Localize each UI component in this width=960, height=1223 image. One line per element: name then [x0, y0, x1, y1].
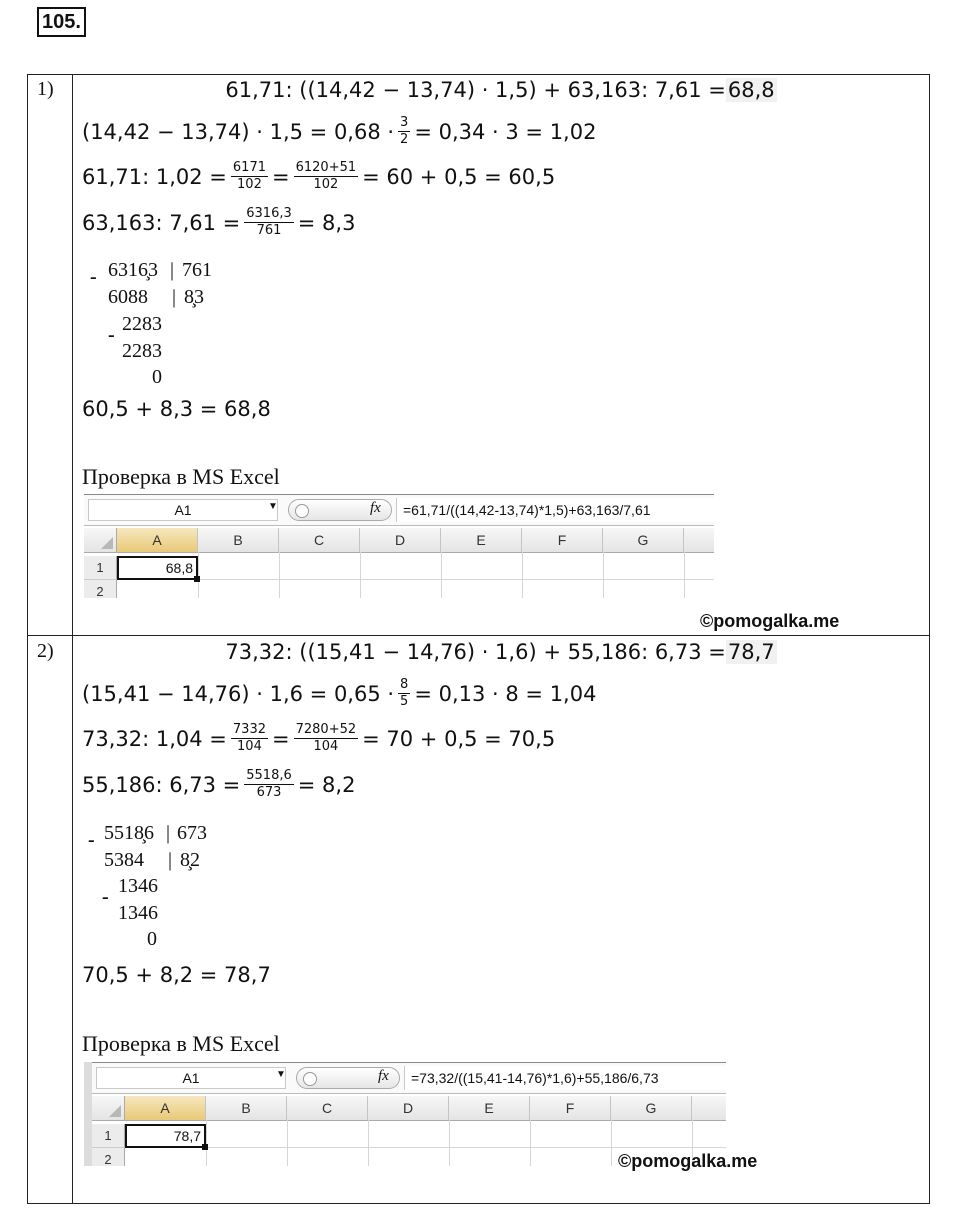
part-1-main-equation	[72, 78, 930, 102]
fraction-denominator: 104	[237, 739, 262, 754]
division-quotient: 8̧2	[180, 849, 200, 871]
formula-bar	[92, 1062, 726, 1094]
step-text: = 60 + 0,5 = 60,5	[362, 164, 556, 189]
grid-line	[611, 1120, 612, 1166]
sum-text: 70,5 + 8,2 = 78,7	[82, 963, 271, 987]
part-2-main-equation	[72, 640, 930, 664]
division-dividend: 6316̧3	[108, 259, 158, 281]
row-header-1[interactable]: 1	[92, 1124, 125, 1148]
step-text: = 8,3	[297, 210, 356, 235]
row-grid	[125, 1124, 726, 1148]
step-text: =	[272, 164, 290, 189]
part-2-index: 2)	[37, 640, 54, 662]
excel-check-label: Проверка в MS Excel	[82, 1031, 280, 1056]
column-header-a[interactable]: A	[125, 1096, 206, 1120]
minus-sign: -	[108, 324, 115, 346]
fraction	[294, 161, 359, 192]
select-all-corner[interactable]	[92, 1096, 125, 1120]
sum-text: 60,5 + 8,3 = 68,8	[82, 397, 271, 421]
chevron-down-icon[interactable]: ▼	[268, 501, 278, 512]
task-number: 105.	[37, 7, 86, 37]
part-1-step-3	[82, 207, 355, 238]
division-divisor: 761	[182, 259, 212, 281]
part-1-sum	[82, 397, 271, 421]
fraction-denominator: 102	[313, 177, 339, 192]
step-text: 61,71: 1,02 =	[82, 164, 227, 189]
fx-icon[interactable]: fx	[378, 1068, 389, 1084]
row-header-2[interactable]: 2	[84, 580, 117, 598]
column-header-c[interactable]: C	[287, 1096, 368, 1120]
part-1-step-2	[82, 161, 555, 192]
step-text: =	[272, 726, 290, 751]
column-header-a[interactable]: A	[117, 528, 198, 552]
main-equation-result: 68,8	[727, 78, 775, 102]
fraction-numerator: 3	[400, 115, 409, 130]
main-equation-lhs: 73,32: ((15,41 − 14,76) · 1,6) + 55,186: 6,73 =	[225, 640, 726, 664]
division-divisor: 673	[177, 822, 207, 844]
division-subtrahend: 2283	[122, 340, 162, 362]
division-bar: |	[168, 849, 173, 871]
fraction-numerator: 5518,6	[246, 768, 292, 783]
division-bar: |	[170, 259, 175, 281]
table-column-divider	[72, 74, 73, 1204]
column-header-c[interactable]: C	[279, 528, 360, 552]
minus-sign: -	[88, 829, 95, 851]
minus-sign: -	[102, 886, 109, 908]
division-quotient: 8̧3	[184, 286, 204, 308]
chevron-down-icon[interactable]: ▼	[276, 1069, 286, 1080]
fraction	[398, 678, 410, 709]
fraction	[398, 116, 410, 147]
fraction-denominator: 2	[400, 132, 409, 147]
fraction-denominator: 5	[400, 694, 409, 709]
grid-line	[287, 1120, 288, 1166]
cell-a1[interactable]: 78,7	[125, 1124, 206, 1148]
fraction	[294, 723, 359, 754]
part-1-step-1	[82, 116, 596, 147]
part-2-sum	[82, 963, 271, 987]
division-bar: |	[166, 822, 171, 844]
column-header-g[interactable]: G	[603, 528, 684, 552]
minus-sign: -	[90, 266, 97, 288]
name-box[interactable]: A1	[96, 1067, 286, 1089]
step-text: = 8,2	[297, 772, 356, 797]
step-text: (14,42 − 13,74) · 1,5 = 0,68 ·	[82, 119, 395, 144]
watermark: ©pomogalka.me	[700, 611, 840, 631]
fraction	[231, 161, 268, 192]
column-header-d[interactable]: D	[368, 1096, 449, 1120]
table-row-divider	[27, 635, 930, 636]
fraction-denominator: 673	[256, 785, 282, 800]
fraction-denominator: 761	[256, 223, 282, 238]
column-header-f[interactable]: F	[530, 1096, 611, 1120]
division-remainder: 2283	[122, 313, 162, 335]
step-text: = 70 + 0,5 = 70,5	[362, 726, 556, 751]
fx-icon[interactable]: fx	[370, 500, 381, 516]
part-2-step-2	[82, 723, 555, 754]
excel-screenshot	[84, 494, 714, 598]
division-dividend: 5518̧6	[104, 822, 154, 844]
main-equation-result: 78,7	[727, 640, 775, 664]
grid-line	[530, 1120, 531, 1166]
main-equation-lhs: 61,71: ((14,42 − 13,74) · 1,5) + 63,163: 7,61 =	[225, 78, 726, 102]
column-header-d[interactable]: D	[360, 528, 441, 552]
watermark: ©pomogalka.me	[618, 1151, 758, 1171]
select-all-corner[interactable]	[84, 528, 117, 552]
grid-line	[360, 552, 361, 598]
grid-line	[684, 552, 685, 598]
part-2-step-3	[82, 769, 355, 800]
division-subtrahend: 5384	[104, 849, 144, 871]
fraction-numerator: 6171	[232, 160, 266, 175]
excel-check-label: Проверка в MS Excel	[82, 464, 280, 489]
formula-input[interactable]: =73,32/((15,41-14,76)*1,6)+55,186/6,73	[404, 1066, 726, 1090]
grid-line	[603, 552, 604, 598]
fraction-numerator: 7332	[232, 722, 266, 737]
step-text: = 0,13 · 8 = 1,04	[414, 681, 597, 706]
grid-line	[368, 1120, 369, 1166]
division-bar: |	[172, 286, 177, 308]
grid-line	[198, 552, 199, 598]
division-subtrahend: 1346	[118, 902, 158, 924]
fraction	[244, 207, 294, 238]
column-header-row	[92, 1096, 726, 1121]
step-text: 55,186: 6,73 =	[82, 772, 241, 797]
part-1-index: 1)	[37, 78, 54, 100]
division-subtrahend: 6088	[108, 286, 148, 308]
column-header-row	[84, 528, 714, 553]
grid-line	[441, 552, 442, 598]
grid-line	[522, 552, 523, 598]
grid-line	[206, 1120, 207, 1166]
step-text: 73,32: 1,04 =	[82, 726, 227, 751]
column-header-g[interactable]: G	[611, 1096, 692, 1120]
fraction-numerator: 6120+51	[295, 160, 357, 175]
formula-input[interactable]: =61,71/((14,42-13,74)*1,5)+63,163/7,61	[396, 498, 714, 522]
fraction	[231, 723, 268, 754]
part-2-step-1	[82, 678, 596, 709]
fraction-denominator: 104	[313, 739, 339, 754]
formula-bar	[84, 494, 714, 526]
fraction-denominator: 102	[237, 177, 262, 192]
fraction-numerator: 6316,3	[246, 206, 292, 221]
grid-line	[279, 552, 280, 598]
step-text: 63,163: 7,61 =	[82, 210, 241, 235]
step-text: (15,41 − 14,76) · 1,6 = 0,65 ·	[82, 681, 395, 706]
column-header-e[interactable]: E	[449, 1096, 530, 1120]
column-header-b[interactable]: B	[206, 1096, 287, 1120]
grid-line	[449, 1120, 450, 1166]
column-header-e[interactable]: E	[441, 528, 522, 552]
row-header-1[interactable]: 1	[84, 556, 117, 580]
column-header-f[interactable]: F	[522, 528, 603, 552]
name-box[interactable]: A1	[88, 499, 278, 521]
step-text: = 0,34 · 3 = 1,02	[414, 119, 597, 144]
fraction-numerator: 8	[400, 677, 409, 692]
column-header-b[interactable]: B	[198, 528, 279, 552]
row-grid	[117, 556, 714, 580]
division-remainder: 1346	[118, 875, 158, 897]
division-final-remainder: 0	[152, 366, 162, 388]
division-final-remainder: 0	[147, 928, 157, 950]
cell-a1[interactable]: 68,8	[117, 556, 198, 580]
fraction	[244, 769, 294, 800]
fraction-numerator: 7280+52	[295, 722, 357, 737]
row-header-2[interactable]: 2	[92, 1148, 125, 1166]
